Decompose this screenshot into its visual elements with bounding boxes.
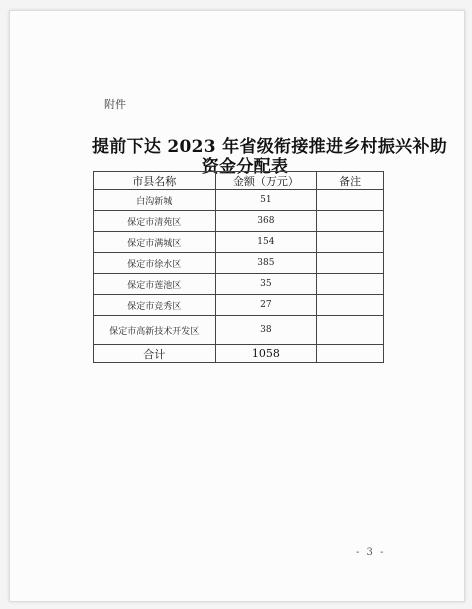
allocation-table	[93, 171, 384, 363]
header-county-name: 市县名称	[94, 172, 216, 190]
table-header-row	[94, 172, 384, 190]
table-row	[94, 295, 384, 316]
row-county-name: 保定市清苑区	[94, 211, 216, 232]
row-note	[317, 316, 384, 345]
attachment-label: 附件	[104, 98, 126, 111]
row-amount: 27	[215, 295, 317, 316]
table-row	[94, 190, 384, 211]
row-county-name: 保定市徐水区	[94, 253, 216, 274]
table-row	[94, 274, 384, 295]
table-total-row	[94, 345, 384, 363]
table-row	[94, 211, 384, 232]
row-note	[317, 211, 384, 232]
row-note	[317, 295, 384, 316]
row-county-name: 保定市竞秀区	[94, 295, 216, 316]
row-note	[317, 190, 384, 211]
total-amount: 1058	[215, 345, 317, 363]
row-county-name: 保定市高新技术开发区	[94, 316, 216, 345]
row-amount: 385	[215, 253, 317, 274]
table-row	[94, 232, 384, 253]
table-row	[94, 253, 384, 274]
row-amount: 35	[215, 274, 317, 295]
total-note	[317, 345, 384, 363]
row-county-name: 保定市莲池区	[94, 274, 216, 295]
row-amount: 368	[215, 211, 317, 232]
document-title-line-1: 提前下达 2023 年省级衔接推进乡村振兴补助	[92, 137, 448, 157]
table-row	[94, 316, 384, 345]
header-amount: 金额（万元）	[215, 172, 317, 190]
total-label: 合计	[94, 345, 216, 363]
row-note	[317, 274, 384, 295]
document-title-line-2: 资金分配表	[201, 157, 289, 177]
row-county-name: 白沟新城	[94, 190, 216, 211]
row-note	[317, 232, 384, 253]
row-amount: 154	[215, 232, 317, 253]
header-note: 备注	[317, 172, 384, 190]
row-amount: 51	[215, 190, 317, 211]
page-number: - 3 -	[356, 547, 386, 558]
row-note	[317, 253, 384, 274]
row-county-name: 保定市满城区	[94, 232, 216, 253]
row-amount: 38	[215, 316, 317, 345]
